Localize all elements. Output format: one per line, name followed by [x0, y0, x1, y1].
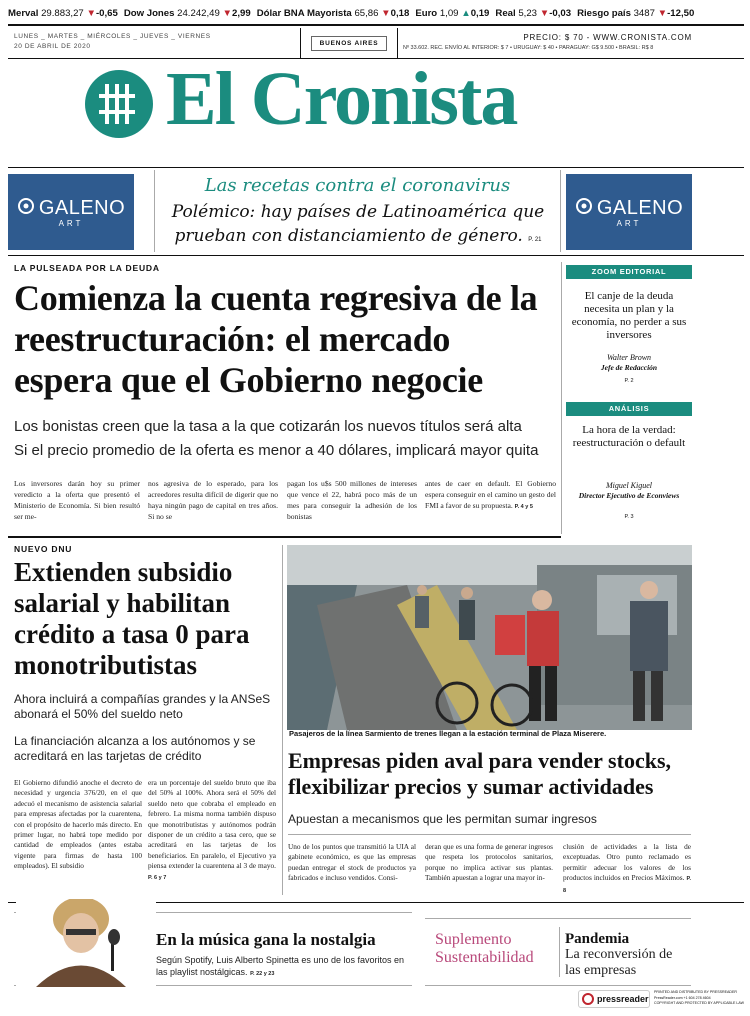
lead-body-col: antes de caer en default. El Gobierno espera conseguir en el camino un gesto del FMI a favor de su propuesta. P. 4 y 5: [425, 479, 556, 510]
analisis-label: ANÁLISIS: [566, 402, 692, 416]
masthead-title: El Cronista: [166, 57, 517, 141]
lead-body-col: pagan los u$s 500 millones de intereses que vence el 22, habrá poco más de un mes para conseguir la adhesión de los bonistas: [287, 479, 417, 521]
divider: [559, 927, 560, 977]
galeno-ad-right[interactable]: [566, 174, 692, 250]
page-ref: P. 6 y 7: [148, 874, 167, 881]
divider: [8, 167, 744, 168]
dnu-deck-1: Ahora incluirá a compañías grandes y la ANSeS abonará el 50% del sueldo neto: [14, 692, 271, 721]
zoom-role: Jefe de Redacción: [600, 363, 658, 372]
ad-sub: ART: [616, 218, 642, 228]
analisis-author: Miguel Kiguel: [606, 481, 652, 490]
weekdays: LUNES _ MARTES _ MIÉRCOLES _ JUEVES _ VIERNES: [14, 33, 211, 40]
ticker-item: Dólar BNA Mayorista 65,86 ▼0,18: [256, 7, 410, 19]
lead-body-col: nos agresiva de lo esperado, para los acreedores resulta difícil de digerir que no haya ningún pago de capital en tres años. Si no se: [148, 479, 278, 521]
price: PRECIO: $ 70 - WWW.CRONISTA.COM: [523, 33, 692, 42]
music-teaser[interactable]: [14, 912, 412, 986]
divider: [154, 170, 155, 252]
supplement-label: Sustentabilidad: [435, 949, 534, 966]
supplement-teaser[interactable]: [425, 918, 691, 986]
page-ref: P. 2: [624, 378, 634, 384]
ad-brand: GALENO: [596, 197, 684, 219]
empresas-deck: Apuestan a mecanismos que les permitan sumar ingresos: [288, 812, 597, 826]
empresas-headline[interactable]: Empresas piden aval para vender stocks, flexibilizar precios y sumar actividades: [288, 748, 672, 799]
analisis-role: Director Ejecutivo de Econviews: [578, 491, 680, 500]
zoom-editorial-text[interactable]: El canje de la deuda necesita un plan y la economía, no perder a sus inversores: [571, 290, 687, 341]
price-line: Nº 33.602. REC. ENVÍO AL INTERIOR: $ 7 • URUGUAY: $ 40 • PARAGUAY: G$ 9.500 • BRASIL: R$ 8: [403, 45, 654, 51]
galeno-logo-icon: [17, 197, 35, 221]
galeno-ad-left[interactable]: [8, 174, 134, 250]
pressreader-brand: pressreader: [597, 994, 649, 1004]
ticker-item: Real 5,23 ▼-0,03: [495, 7, 572, 19]
divider: [561, 262, 562, 534]
dnu-body-col: era un porcentaje del sueldo bruto que iba del 50% al 100%. Ahora será el 50% del sueldo neto que cobraba el empleado en febrero. La misma norma también dispuso que monotributistas y autónomos podrán disponer de un crédito a tasa cero, que se acreditará en las tarjetas de los beneficiarios. En paralelo, el Ejecutivo ya piensa extender la cuarentena al 3 de mayo. P. 6 y 7: [148, 778, 276, 881]
pressreader-badge[interactable]: [578, 990, 650, 1008]
pressreader-logo-icon: [582, 990, 594, 1009]
music-title: En la música gana la nostalgia: [156, 930, 376, 949]
music-text: Según Spotify, Luis Alberto Spinetta es uno de los favoritos en las playlist nostálgicas. P. 22 y 23: [156, 955, 404, 977]
divider: [282, 545, 283, 895]
page-ref: P. 3: [624, 514, 634, 520]
divider: [8, 255, 744, 256]
ad-sub: ART: [58, 218, 84, 228]
photo-caption: Pasajeros de la línea Sarmiento de trenes llegan a la estación terminal de Plaza Miserere.: [289, 729, 607, 738]
spinetta-photo: [16, 899, 156, 987]
zoom-author: Walter Brown: [606, 353, 652, 362]
page-ref: P. 21: [528, 237, 542, 243]
issue-date: 20 DE ABRIL DE 2020: [14, 43, 91, 50]
page-ref: P. 4 y 5: [514, 504, 533, 510]
divider: [8, 536, 561, 538]
dnu-headline[interactable]: Extienden subsidio salarial y habilitan crédito a tasa 0 para monotributistas: [14, 557, 250, 680]
lead-body-col: Los inversores darán hoy su primer veredicto a la oferta que presentó el Ministerio de Economía. Si bien resultó ser me-: [14, 479, 140, 521]
empresas-body-col: clusión de actividades a la lista de exceptuadas. Otro punto reclamado es permitir adecuar los valores de los productos incluidos en Precios Máximos. P. 8: [563, 842, 691, 894]
promo-text[interactable]: Polémico: hay países de Latinoamérica que prueban con distanciamiento de género. P. 21: [171, 202, 545, 246]
ad-brand: GALENO: [38, 197, 126, 219]
lead-kicker: LA PULSEADA POR LA DEUDA: [14, 263, 160, 273]
dnu-kicker: NUEVO DNU: [14, 544, 73, 554]
ticker-item: Dow Jones 24.242,49 ▼2,99: [123, 7, 251, 19]
dnu-deck-2: La financiación alcanza a los autónomos y se acreditará en las tarjetas de crédito: [14, 734, 256, 763]
city-badge: BUENOS AIRES: [311, 36, 387, 51]
photo-illustration: [287, 545, 692, 730]
train-station-photo[interactable]: [287, 545, 692, 730]
ticker-item: Euro 1,09 ▲0,19: [415, 7, 490, 19]
ticker-item: Merval 29.883,27 ▼-0,65: [8, 7, 118, 19]
supplement-text: La reconversión de las empresas: [565, 947, 673, 978]
analisis-text[interactable]: La hora de la verdad: reestructuración o default: [572, 424, 686, 449]
pressreader-notice: PRINTED AND DISTRIBUTED BY PRESSREADER PressReader.com +1 604 278 4604 COPYRIGHT AND PROTECTED BY APPLICABLE LAW: [654, 990, 745, 1005]
lead-deck-2: Si el precio promedio de la oferta es menor a 40 dólares, implicará mayor quita: [14, 442, 539, 459]
lead-deck-1: Los bonistas creen que la tasa a la que cotizarán los nuevos títulos será alta: [14, 418, 522, 435]
promo-kicker: Las recetas contra el coronavirus: [204, 175, 511, 196]
galeno-logo-icon: [575, 197, 593, 221]
divider: [8, 24, 744, 26]
empresas-body-col: Uno de los puntos que transmitió la UIA al gabinete económico, es que las empresas puedan entregar el stock de productos ya fabricados e incluso vendidos. Consi-: [288, 842, 416, 883]
lead-headline[interactable]: Comienza la cuenta regresiva de la reestructuración: el mercado espera que el Gobierno negocie: [14, 278, 538, 400]
market-ticker: [8, 4, 744, 22]
logo-mark-icon: [85, 70, 153, 138]
ticker-item: Riesgo país 3487 ▼-12,50: [577, 7, 695, 19]
divider: [560, 170, 561, 252]
zoom-editorial-label: ZOOM EDITORIAL: [566, 265, 692, 279]
divider: [288, 834, 691, 835]
page-ref: P. 8: [563, 876, 691, 894]
empresas-body-col: deran que es una forma de generar ingresos que respeta los protocolos sanitarios, porque no implica activar sus plantas. También apuestan a lograr una mayor in-: [425, 842, 553, 883]
supplement-title: Pandemia: [565, 931, 630, 947]
page-ref: P. 22 y 23: [250, 971, 275, 977]
supplement-label: Suplemento: [435, 931, 512, 948]
dnu-body-col: El Gobierno difundió anoche el decreto de necesidad y urgencia 376/20, en el que adecuó el mecanismo de asistencia salarial para empresas afectadas por la cuarentena, con el propósito de hacerlo más directo. En primer lugar, no habrá tope medido por cantidad de empleados (antes estaba vigente para firmas de hasta 100 empleados). El subsidio: [14, 778, 142, 871]
